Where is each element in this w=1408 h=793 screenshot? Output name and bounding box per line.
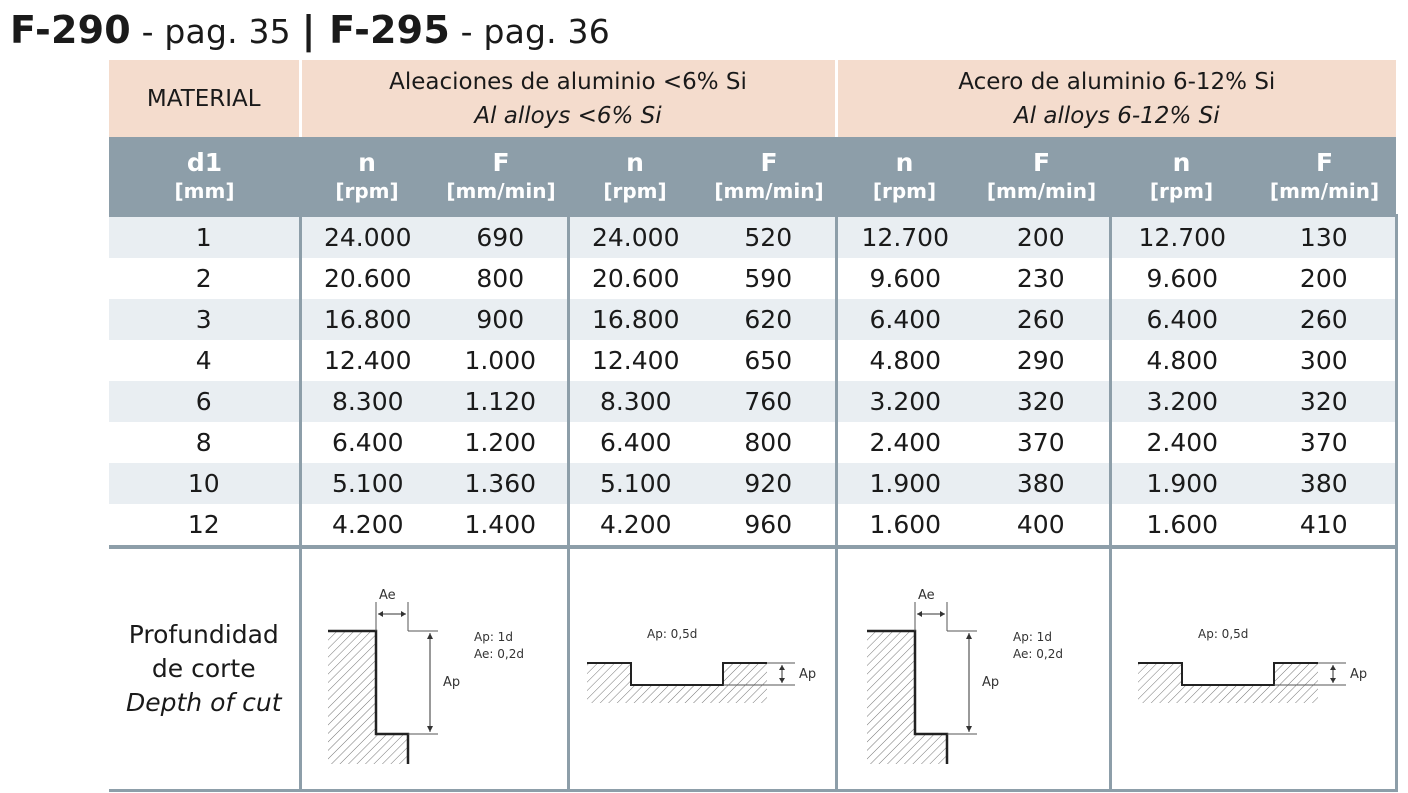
ae-label: Ae xyxy=(379,588,396,603)
value-cell: 4.200 xyxy=(300,504,434,547)
page-ref-2: - pag. 36 xyxy=(449,12,610,51)
value-cell: 16.800 xyxy=(568,299,702,340)
column-unit: [rpm] xyxy=(1149,178,1214,203)
value-cell: 2.400 xyxy=(1110,422,1253,463)
ap-note: Ap: 0,5d xyxy=(1198,627,1249,641)
workpiece-hatch xyxy=(587,663,767,703)
value-cell: 200 xyxy=(973,216,1110,259)
value-cell: 130 xyxy=(1253,216,1396,259)
material-group-1 xyxy=(300,60,836,137)
value-cell: 520 xyxy=(702,216,836,259)
material-group-2-es: Acero de aluminio 6-12% Si xyxy=(958,68,1276,95)
table-row xyxy=(109,381,1396,422)
column-unit: [rpm] xyxy=(335,178,399,203)
arrow-up-icon xyxy=(966,633,972,639)
column-symbol: F xyxy=(492,147,510,177)
value-cell: 4.800 xyxy=(1110,340,1253,381)
value-cell: 1.900 xyxy=(836,463,973,504)
workpiece-hatch xyxy=(328,631,408,764)
value-cell: 400 xyxy=(973,504,1110,547)
workpiece-hatch xyxy=(867,631,947,764)
depth-label-es-1: Profundidad xyxy=(128,620,279,649)
value-cell: 1.900 xyxy=(1110,463,1253,504)
column-unit: [mm/min] xyxy=(986,178,1097,203)
ap-note: Ap: 1d xyxy=(474,630,513,644)
diameter-cell: 2 xyxy=(109,258,300,299)
value-cell: 6.400 xyxy=(568,422,702,463)
ae-note: Ae: 0,2d xyxy=(1013,647,1063,661)
value-cell: 20.600 xyxy=(568,258,702,299)
depth-of-cut-row xyxy=(109,547,1396,791)
value-cell: 9.600 xyxy=(1110,258,1253,299)
value-cell: 5.100 xyxy=(300,463,434,504)
value-cell: 12.400 xyxy=(300,340,434,381)
table-row xyxy=(109,422,1396,463)
column-header-6 xyxy=(973,137,1110,216)
value-cell: 370 xyxy=(1253,422,1396,463)
arrow-up-icon xyxy=(779,665,785,670)
column-symbol: n xyxy=(358,147,376,177)
value-cell: 300 xyxy=(1253,340,1396,381)
side-milling-diagram xyxy=(843,562,1103,772)
depth-of-cut-label xyxy=(109,618,299,720)
ap-label: Ap xyxy=(443,675,461,690)
arrow-down-icon xyxy=(1330,678,1336,683)
arrow-left-icon xyxy=(378,611,383,617)
column-unit: [rpm] xyxy=(872,178,937,203)
ae-label: Ae xyxy=(918,588,935,603)
ap-label: Ap xyxy=(799,667,817,682)
depth-diagram-cell-2 xyxy=(568,547,836,791)
diameter-cell: 8 xyxy=(109,422,300,463)
value-cell: 1.600 xyxy=(836,504,973,547)
value-cell: 690 xyxy=(434,216,568,259)
value-cell: 1.000 xyxy=(434,340,568,381)
depth-diagram-cell-1 xyxy=(300,547,568,791)
value-cell: 5.100 xyxy=(568,463,702,504)
column-symbol: n xyxy=(1172,147,1191,177)
column-header-7 xyxy=(1110,137,1253,216)
side-milling-diagram xyxy=(304,562,564,772)
value-cell: 9.600 xyxy=(836,258,973,299)
value-cell: 24.000 xyxy=(300,216,434,259)
column-header-3 xyxy=(568,137,702,216)
ap-note: Ap: 1d xyxy=(1013,630,1052,644)
diameter-cell: 6 xyxy=(109,381,300,422)
value-cell: 6.400 xyxy=(836,299,973,340)
value-cell: 3.200 xyxy=(836,381,973,422)
value-cell: 16.800 xyxy=(300,299,434,340)
arrow-right-icon xyxy=(940,611,945,617)
value-cell: 1.400 xyxy=(434,504,568,547)
column-symbol: n xyxy=(626,147,644,177)
value-cell: 800 xyxy=(702,422,836,463)
column-header-8 xyxy=(1253,137,1396,216)
column-header-4 xyxy=(702,137,836,216)
value-cell: 1.120 xyxy=(434,381,568,422)
material-header-row xyxy=(109,60,1396,137)
material-group-2 xyxy=(836,60,1396,137)
arrow-down-icon xyxy=(966,726,972,732)
table-row xyxy=(109,258,1396,299)
depth-diagram-cell-3 xyxy=(836,547,1110,791)
value-cell: 200 xyxy=(1253,258,1396,299)
value-cell: 920 xyxy=(702,463,836,504)
value-cell: 260 xyxy=(1253,299,1396,340)
column-symbol: F xyxy=(760,147,778,177)
value-cell: 260 xyxy=(973,299,1110,340)
value-cell: 380 xyxy=(973,463,1110,504)
depth-of-cut-label-cell xyxy=(109,547,300,791)
slot-milling-diagram xyxy=(577,607,827,727)
column-header-1 xyxy=(300,137,434,216)
value-cell: 4.200 xyxy=(568,504,702,547)
d1-unit: [mm] xyxy=(174,178,235,203)
table-row xyxy=(109,340,1396,381)
workpiece-hatch xyxy=(1138,663,1318,703)
d1-header xyxy=(109,137,300,216)
column-symbol: F xyxy=(1315,147,1334,177)
table-row xyxy=(109,463,1396,504)
value-cell: 900 xyxy=(434,299,568,340)
column-unit: [rpm] xyxy=(603,178,667,203)
column-header-2 xyxy=(434,137,568,216)
column-unit: [mm/min] xyxy=(1269,178,1380,203)
diameter-cell: 12 xyxy=(109,504,300,547)
value-cell: 24.000 xyxy=(568,216,702,259)
value-cell: 8.300 xyxy=(300,381,434,422)
value-cell: 370 xyxy=(973,422,1110,463)
arrow-down-icon xyxy=(427,726,433,732)
table-row xyxy=(109,216,1396,259)
value-cell: 380 xyxy=(1253,463,1396,504)
arrow-up-icon xyxy=(1330,665,1336,670)
depth-label-es-2: de corte xyxy=(151,654,256,683)
arrow-down-icon xyxy=(779,678,785,683)
ae-note: Ae: 0,2d xyxy=(474,647,524,661)
value-cell: 6.400 xyxy=(300,422,434,463)
value-cell: 620 xyxy=(702,299,836,340)
value-cell: 590 xyxy=(702,258,836,299)
material-group-2-en: Al alloys 6-12% Si xyxy=(1013,102,1220,129)
page-ref-1: - pag. 35 xyxy=(130,12,302,51)
material-label: MATERIAL xyxy=(109,60,300,137)
value-cell: 800 xyxy=(434,258,568,299)
material-group-1-en: Al alloys <6% Si xyxy=(474,102,662,129)
column-unit: [mm/min] xyxy=(714,178,824,203)
value-cell: 12.400 xyxy=(568,340,702,381)
slot-milling-diagram xyxy=(1128,607,1378,727)
d1-symbol: d1 xyxy=(186,147,223,177)
arrow-right-icon xyxy=(401,611,406,617)
value-cell: 3.200 xyxy=(1110,381,1253,422)
arrow-left-icon xyxy=(917,611,922,617)
ap-label: Ap xyxy=(1350,667,1368,682)
value-cell: 320 xyxy=(973,381,1110,422)
depth-diagram-cell-4 xyxy=(1110,547,1396,791)
cutting-data-table xyxy=(109,60,1398,792)
column-unit: [mm/min] xyxy=(446,178,556,203)
value-cell: 8.300 xyxy=(568,381,702,422)
value-cell: 2.400 xyxy=(836,422,973,463)
page-title xyxy=(10,6,610,54)
column-symbol: n xyxy=(895,147,914,177)
column-symbol: F xyxy=(1032,147,1051,177)
value-cell: 1.360 xyxy=(434,463,568,504)
value-cell: 410 xyxy=(1253,504,1396,547)
product-code-2: F-295 xyxy=(315,8,450,52)
title-separator: | xyxy=(301,8,316,52)
value-cell: 960 xyxy=(702,504,836,547)
table-row xyxy=(109,504,1396,547)
value-cell: 290 xyxy=(973,340,1110,381)
value-cell: 650 xyxy=(702,340,836,381)
value-cell: 4.800 xyxy=(836,340,973,381)
column-header-5 xyxy=(836,137,973,216)
diameter-cell: 3 xyxy=(109,299,300,340)
diameter-cell: 1 xyxy=(109,216,300,259)
units-header-row xyxy=(109,137,1396,216)
value-cell: 760 xyxy=(702,381,836,422)
table-row xyxy=(109,299,1396,340)
value-cell: 20.600 xyxy=(300,258,434,299)
depth-label-en: Depth of cut xyxy=(125,688,282,717)
value-cell: 12.700 xyxy=(836,216,973,259)
arrow-up-icon xyxy=(427,633,433,639)
value-cell: 1.200 xyxy=(434,422,568,463)
value-cell: 1.600 xyxy=(1110,504,1253,547)
ap-note: Ap: 0,5d xyxy=(647,627,698,641)
material-group-1-es: Aleaciones de aluminio <6% Si xyxy=(389,68,747,95)
diameter-cell: 10 xyxy=(109,463,300,504)
ap-label: Ap xyxy=(982,675,1000,690)
value-cell: 320 xyxy=(1253,381,1396,422)
value-cell: 12.700 xyxy=(1110,216,1253,259)
diameter-cell: 4 xyxy=(109,340,300,381)
product-code-1: F-290 xyxy=(10,8,131,52)
value-cell: 6.400 xyxy=(1110,299,1253,340)
value-cell: 230 xyxy=(973,258,1110,299)
